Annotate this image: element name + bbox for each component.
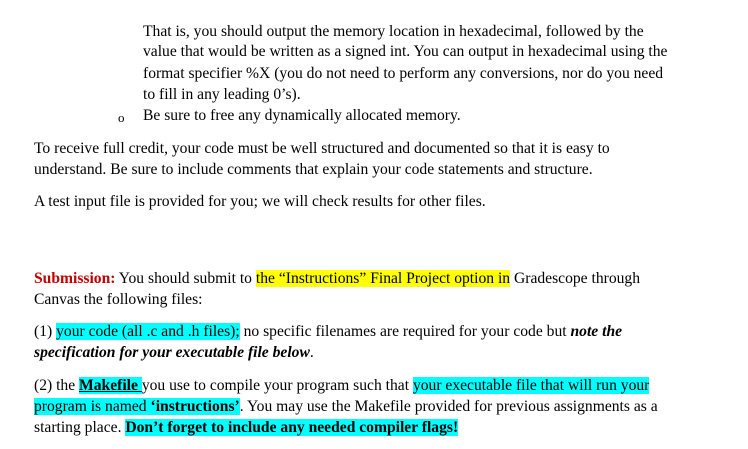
bullet-paragraph-line-4: to fill in any leading 0’s). (143, 86, 301, 103)
submission-text-a: You should submit to (115, 270, 256, 287)
item1-prefix: (1) (34, 323, 57, 340)
item2-rest: . You may use the Makefile provided for previous assignments as a (239, 398, 658, 415)
bullet-paragraph-line-3: format specifier %X (you do not need to perform any conversions, nor do you need (143, 65, 664, 82)
bullet-marker: o (118, 110, 125, 125)
item2-line-2 (34, 397, 658, 417)
submission-label: Submission: (34, 270, 116, 287)
item2-highlight-1: your executable file that will run your (412, 377, 650, 394)
makefile-link[interactable]: Makefile (79, 377, 142, 394)
test-paragraph: A test input file is provided for you; we will check results for other files. (34, 193, 486, 210)
item2-line3a: starting place. (34, 419, 126, 436)
item1-highlight: your code (all .c and .h files); (56, 323, 240, 340)
item1-emphasis: note the (570, 323, 623, 340)
item2-mid: you use to compile your program such that (141, 377, 413, 394)
item1-line-2 (34, 343, 314, 363)
item2-line-3 (34, 418, 458, 438)
item2-compiler-flags: Don’t forget to include any needed compiler flags! (125, 419, 459, 436)
credit-paragraph-line-2: understand. Be sure to include comments that explain your code statements and structure. (34, 161, 593, 178)
item2-highlight-2b: ‘instructions’ (150, 398, 240, 415)
item1-emphasis-2: specification for your executable file below (34, 344, 310, 361)
item2-line-1 (34, 376, 649, 396)
item1-line-1 (34, 322, 622, 342)
item2-highlight-2a: program is named (34, 398, 151, 415)
submission-highlight: the “Instructions” Final Project option in (255, 270, 511, 287)
submission-line-2: Canvas the following files: (34, 291, 203, 308)
item2-prefix: (2) the (34, 377, 80, 394)
item1-end: . (309, 344, 314, 361)
bullet-paragraph-line-2: value that would be written as a signed int. You can output in hexadecimal using the (143, 43, 668, 60)
credit-paragraph-line-1: To receive full credit, your code must be well structured and documented so that it is easy to (34, 140, 610, 157)
submission-line-1 (34, 269, 640, 289)
bullet-item-text: Be sure to free any dynamically allocated memory. (143, 107, 461, 124)
submission-text-b: Gradescope through (510, 270, 641, 287)
bullet-paragraph-line-1: That is, you should output the memory location in hexadecimal, followed by the (143, 23, 644, 40)
item1-mid: no specific filenames are required for your code but (239, 323, 571, 340)
